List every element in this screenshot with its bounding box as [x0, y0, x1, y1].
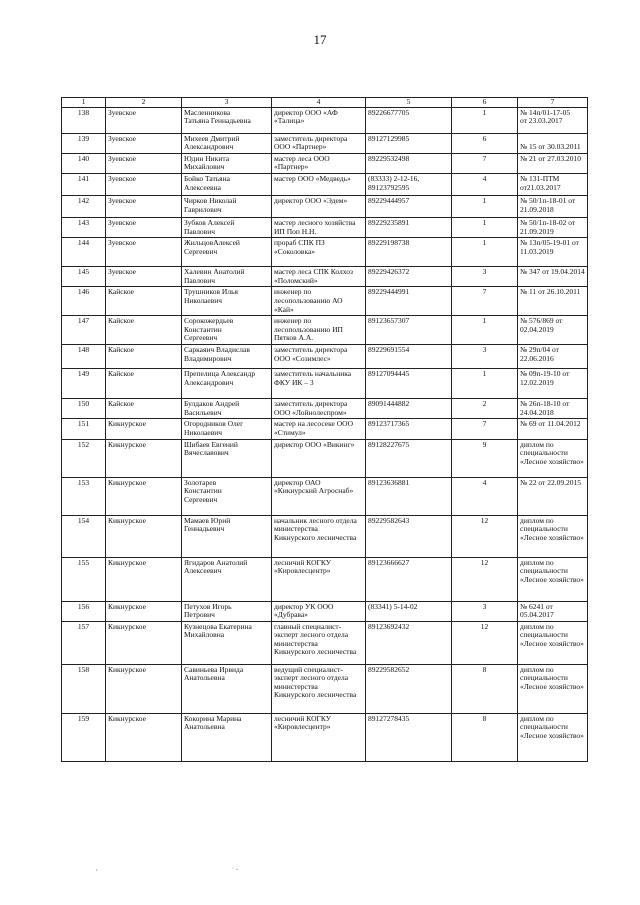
cell-exp: 1 [452, 316, 518, 345]
cell-n: 144 [62, 238, 106, 267]
cell-exp: 9 [452, 439, 518, 477]
footer-mark: · .. [232, 866, 239, 872]
table-row [62, 601, 588, 621]
cell-name: Зубков Алексей Павлович [182, 217, 272, 237]
cell-phone: 89229426372 [366, 267, 452, 287]
cell-phone: 89229532498 [366, 153, 452, 173]
cell-doc: № 29п/04 от 22.06.2016 [518, 345, 588, 369]
table-row [62, 439, 588, 477]
cell-position: мастер леса СПК Колхоз «Поломский» [272, 267, 366, 287]
cell-name: Ягидаров Анатолий Алексеевич [182, 557, 272, 601]
table-row [62, 238, 588, 267]
cell-exp: 3 [452, 267, 518, 287]
cell-district: Зуевское [106, 173, 182, 195]
cell-n: 151 [62, 419, 106, 439]
cell-district: Зуевское [106, 238, 182, 267]
cell-exp: 1 [452, 107, 518, 133]
cell-position: мастер леса ООО «Партнер» [272, 153, 366, 173]
cell-n: 150 [62, 399, 106, 419]
cell-phone: 89123657307 [366, 316, 452, 345]
cell-phone: 89229444957 [366, 195, 452, 217]
table-row [62, 477, 588, 515]
cell-name: Масленникова Татьяна Геннадьевна [182, 107, 272, 133]
cell-doc: № 26п-18-10 от 24.04.2018 [518, 399, 588, 419]
table-row [62, 345, 588, 369]
table-row [62, 267, 588, 287]
cell-n: 158 [62, 664, 106, 713]
cell-district: Кикнурское [106, 419, 182, 439]
cell-phone: 89127278435 [366, 713, 452, 761]
cell-name: Препелица Александр Александрович [182, 369, 272, 399]
table-row [62, 419, 588, 439]
cell-district: Кикнурское [106, 601, 182, 621]
cell-n: 153 [62, 477, 106, 515]
cell-position: мастер ООО «Медведь» [272, 173, 366, 195]
column-header: 2 [106, 98, 182, 108]
cell-district: Зуевское [106, 153, 182, 173]
cell-district: Кайское [106, 316, 182, 345]
table-row [62, 217, 588, 237]
registry-table [61, 97, 588, 762]
table-row [62, 107, 588, 133]
cell-n: 140 [62, 153, 106, 173]
cell-position: лесничий КОГКУ «Кировлесцентр» [272, 557, 366, 601]
cell-exp: 1 [452, 195, 518, 217]
table-row [62, 287, 588, 316]
cell-district: Кикнурское [106, 621, 182, 664]
cell-position: мастер лесного хозяйства ИП Поп Н.Н. [272, 217, 366, 237]
cell-exp: 12 [452, 557, 518, 601]
cell-phone: 89091444882 [366, 399, 452, 419]
table-row [62, 316, 588, 345]
cell-name: Михеев Дмитрий Александрович [182, 133, 272, 153]
cell-doc: № 13п/05-19-01 от 11.03.2019 [518, 238, 588, 267]
cell-phone: 89123717365 [366, 419, 452, 439]
cell-district: Кикнурское [106, 713, 182, 761]
cell-exp: 12 [452, 621, 518, 664]
cell-district: Кикнурское [106, 439, 182, 477]
table-row [62, 173, 588, 195]
column-header: 6 [452, 98, 518, 108]
page-number: 17 [313, 32, 327, 47]
cell-doc: № 09п-19-10 от 12.02.2019 [518, 369, 588, 399]
cell-n: 142 [62, 195, 106, 217]
cell-name: Савиньева Ирвида Анатольевна [182, 664, 272, 713]
cell-exp: 7 [452, 153, 518, 173]
cell-doc: № 22 от 22.09.2015 [518, 477, 588, 515]
cell-district: Кикнурское [106, 477, 182, 515]
cell-district: Кикнурское [106, 515, 182, 557]
cell-doc: № 347 от 19.04.2014 [518, 267, 588, 287]
table-row [62, 153, 588, 173]
cell-name: Огородников Олег Николаевич [182, 419, 272, 439]
cell-name: Шибаев Евгений Вячеславович [182, 439, 272, 477]
cell-position: инженер по лесопользованию ИП Пятков А.А. [272, 316, 366, 345]
cell-doc: № 576/869 от 02.04.2019 [518, 316, 588, 345]
cell-position: директор ООО «АФ «Талица» [272, 107, 366, 133]
cell-exp: 7 [452, 287, 518, 316]
cell-doc: № 131-ПТМ от21.03.2017 [518, 173, 588, 195]
cell-phone: 89229444991 [366, 287, 452, 316]
cell-exp: 7 [452, 419, 518, 439]
cell-name: Кокорина Марина Анатольевна [182, 713, 272, 761]
cell-phone: 89128227675 [366, 439, 452, 477]
cell-name: Юдин Никита Михайлович [182, 153, 272, 173]
cell-district: Кикнурское [106, 557, 182, 601]
cell-position: заместитель директора ООО «Созимлес» [272, 345, 366, 369]
cell-position: заместитель директора ООО «Партнер» [272, 133, 366, 153]
cell-n: 152 [62, 439, 106, 477]
cell-phone: 89123636881 [366, 477, 452, 515]
cell-position: мастер на лесосеке ООО «Стимул» [272, 419, 366, 439]
cell-n: 156 [62, 601, 106, 621]
cell-name: Саркаяич Владислав Владимирович [182, 345, 272, 369]
cell-position: начальник лесного отдела министерства Кикнурского лесничества [272, 515, 366, 557]
cell-position: директор УК ООО «Дубрава» [272, 601, 366, 621]
cell-doc: № 6241 от 05.04.2017 [518, 601, 588, 621]
cell-doc: диплом по специальности «Лесное хозяйство» [518, 664, 588, 713]
footer-mark: , [96, 866, 98, 872]
column-header: 7 [518, 98, 588, 108]
cell-position: директор ООО «Викинг» [272, 439, 366, 477]
cell-position: прораб СПК ПЗ «Соколовка» [272, 238, 366, 267]
table-row [62, 621, 588, 664]
cell-doc: № 69 от 11.04.2012 [518, 419, 588, 439]
cell-exp: 8 [452, 664, 518, 713]
cell-doc: диплом по специальности «Лесное хозяйство» [518, 557, 588, 601]
cell-position: инженер по лесопользованию АО «Кай» [272, 287, 366, 316]
cell-phone: 89123666627 [366, 557, 452, 601]
cell-position: лесничий КОГКУ «Кировлесцентр» [272, 713, 366, 761]
cell-name: Халевин Анатолий Павлович [182, 267, 272, 287]
cell-phone: (83333) 2-12-16, 89123792595 [366, 173, 452, 195]
cell-name: Кузнецова Екатерина Михайловна [182, 621, 272, 664]
cell-n: 159 [62, 713, 106, 761]
cell-doc: диплом по специальности «Лесное хозяйство» [518, 713, 588, 761]
cell-exp: 1 [452, 217, 518, 237]
cell-doc: № 50/1п-18-01 от 21.09.2018 [518, 195, 588, 217]
cell-exp: 3 [452, 601, 518, 621]
cell-phone: 89226677705 [366, 107, 452, 133]
cell-district: Зуевское [106, 217, 182, 237]
cell-doc: диплом по специальности «Лесное хозяйство» [518, 621, 588, 664]
cell-n: 148 [62, 345, 106, 369]
cell-district: Кайское [106, 399, 182, 419]
cell-exp: 4 [452, 173, 518, 195]
cell-position: ведущий специалист- эксперт лесного отдела министерства Кикнурского лесничества [272, 664, 366, 713]
column-header: 1 [62, 98, 106, 108]
cell-phone: 89127129985 [366, 133, 452, 153]
cell-doc: диплом по специальности «Лесное хозяйство» [518, 439, 588, 477]
column-header: 5 [366, 98, 452, 108]
cell-name: Золотарев Константин Сергеевич [182, 477, 272, 515]
cell-exp: 1 [452, 369, 518, 399]
table-row [62, 557, 588, 601]
cell-phone: 89229198738 [366, 238, 452, 267]
cell-phone: 89229235891 [366, 217, 452, 237]
cell-n: 149 [62, 369, 106, 399]
cell-name: Чирков Николай Гаврилович [182, 195, 272, 217]
cell-phone: 89229582643 [366, 515, 452, 557]
cell-position: главный специалист- эксперт лесного отдела министерства Кикнурского лесничества [272, 621, 366, 664]
cell-doc: № 21 от 27.03.2010 [518, 153, 588, 173]
cell-name: ЖильцовАлексей Сергеевич [182, 238, 272, 267]
cell-phone: 89123692432 [366, 621, 452, 664]
cell-n: 157 [62, 621, 106, 664]
cell-position: директор ОАО «Кикнурский Агроснаб» [272, 477, 366, 515]
cell-district: Зуевское [106, 107, 182, 133]
cell-n: 143 [62, 217, 106, 237]
cell-exp: 6 [452, 133, 518, 153]
cell-phone: 89229691554 [366, 345, 452, 369]
cell-doc: № 15 от 30.03.2011 [518, 133, 588, 153]
cell-district: Зуевское [106, 195, 182, 217]
cell-phone: 89127094445 [366, 369, 452, 399]
cell-exp: 3 [452, 345, 518, 369]
table-row [62, 664, 588, 713]
column-header: 4 [272, 98, 366, 108]
table-row [62, 515, 588, 557]
header-row [62, 98, 588, 108]
table-row [62, 399, 588, 419]
cell-position: заместитель директора ООО «Лойнолеспром» [272, 399, 366, 419]
cell-position: заместитель начальника ФКУ ИК – 3 [272, 369, 366, 399]
cell-exp: 1 [452, 238, 518, 267]
cell-district: Зуевское [106, 267, 182, 287]
cell-district: Кайское [106, 369, 182, 399]
cell-name: Мамаев Юрий Геннадьевич [182, 515, 272, 557]
cell-phone: 89229582652 [366, 664, 452, 713]
cell-phone: (83341) 5-14-02 [366, 601, 452, 621]
cell-exp: 2 [452, 399, 518, 419]
table-row [62, 195, 588, 217]
cell-n: 141 [62, 173, 106, 195]
cell-name: Сорокожердьев Константин Сергеевич [182, 316, 272, 345]
cell-n: 138 [62, 107, 106, 133]
table-row [62, 713, 588, 761]
cell-n: 155 [62, 557, 106, 601]
table-row [62, 369, 588, 399]
cell-n: 146 [62, 287, 106, 316]
cell-name: Трушников Илья Николаевич [182, 287, 272, 316]
column-header: 3 [182, 98, 272, 108]
cell-district: Кайское [106, 345, 182, 369]
table-row [62, 133, 588, 153]
cell-doc: диплом по специальности «Лесное хозяйство» [518, 515, 588, 557]
cell-district: Зуевское [106, 133, 182, 153]
cell-n: 145 [62, 267, 106, 287]
cell-name: Булдаков Андрей Васильевич [182, 399, 272, 419]
cell-n: 139 [62, 133, 106, 153]
cell-name: Петухов Игорь Петрович [182, 601, 272, 621]
cell-doc: № 11 от 26.10.2011 [518, 287, 588, 316]
cell-exp: 12 [452, 515, 518, 557]
cell-position: директор ООО «Эдем» [272, 195, 366, 217]
cell-exp: 4 [452, 477, 518, 515]
cell-doc: № 14п/01-17-05 от 23.03.2017 [518, 107, 588, 133]
cell-district: Кайское [106, 287, 182, 316]
cell-n: 147 [62, 316, 106, 345]
cell-exp: 8 [452, 713, 518, 761]
cell-n: 154 [62, 515, 106, 557]
cell-name: Бойко Татьяна Алексеевна [182, 173, 272, 195]
cell-doc: № 50/1п-18-02 от 21.09.2019 [518, 217, 588, 237]
cell-district: Кикнурское [106, 664, 182, 713]
